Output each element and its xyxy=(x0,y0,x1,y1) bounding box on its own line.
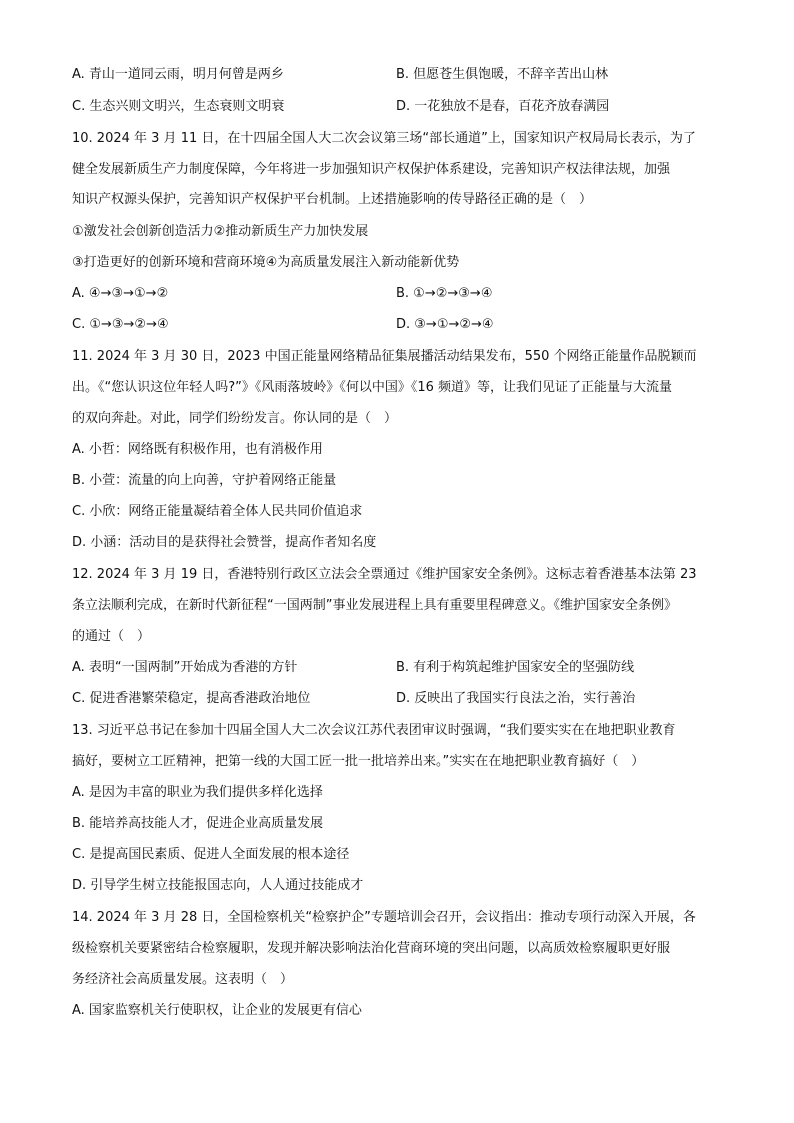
q12-stem-line-3: 的通过（ ） xyxy=(72,629,151,644)
q10-option-d: D. ③→①→②→④ xyxy=(396,317,494,332)
q10-stem-line-1: 10. 2024 年 3 月 11 日，在十四届全国人大二次会议第三场“部长通道”上，国家知识产权局局长表示，为了 xyxy=(72,131,696,146)
q11-option-b: B. 小萱：流量的向上向善，守护着网络正能量 xyxy=(72,473,337,488)
q10-option-a: A. ④→③→①→② xyxy=(72,286,169,301)
q12-option-c: C. 促进香港繁荣稳定，提高香港政治地位 xyxy=(72,691,311,706)
q14-option-a: A. 国家监察机关行使职权，让企业的发展更有信心 xyxy=(72,1003,362,1018)
q10-stem-line-2: 健全发展新质生产力制度保障，今年将进一步加强知识产权保护体系建设，完善知识产权法律法规，加强 xyxy=(72,162,671,177)
q12-stem-line-2: 条立法顺利完成，在新时代新征程“一国两制”事业发展进程上具有重要里程碑意义。《维护国家安全条例》 xyxy=(72,598,677,613)
q11-option-c: C. 小欣：网络正能量凝结着全体人民共同价值追求 xyxy=(72,504,363,519)
q13-option-b: B. 能培养高技能人才，促进企业高质量发展 xyxy=(72,816,324,831)
q11-option-d: D. 小涵：活动目的是获得社会赞誉，提高作者知名度 xyxy=(72,535,377,550)
q12-option-d: D. 反映出了我国实行良法之治，实行善治 xyxy=(396,691,636,706)
q14-stem-line-2: 级检察机关要紧密结合检察履职，发现并解决影响法治化营商环境的突出问题，以高质效检察履职更好服 xyxy=(72,941,671,956)
q10-item-line-2: ③打造更好的创新环境和营商环境④为高质量发展注入新动能新优势 xyxy=(72,255,460,270)
q13-stem-line-2: 搞好，要树立工匠精神，把第一线的大国工匠一批一批培养出来。”实实在在地把职业教育搞好（ ） xyxy=(72,754,645,769)
q9-option-c: C. 生态兴则文明兴，生态衰则文明衰 xyxy=(72,99,285,114)
q11-stem-line-3: 的双向奔赴。对此，同学们纷纷发言。你认同的是（ ） xyxy=(72,411,398,426)
q10-item-line-1: ①激发社会创新创造活力②推动新质生产力加快发展 xyxy=(72,224,369,239)
q11-stem-line-2: 出。《“您认识这位年轻人吗?”》《风雨落坡岭》《何以中国》《16 频道》等，让我们见证了正能量与大流量 xyxy=(72,380,673,395)
q12-option-a: A. 表明“一国两制”开始成为香港的方针 xyxy=(72,660,298,675)
q9-option-a: A. 青山一道同云雨，明月何曾是两乡 xyxy=(72,67,284,82)
q13-option-a: A. 是因为丰富的职业为我们提供多样化选择 xyxy=(72,785,323,800)
q10-option-b: B. ①→②→③→④ xyxy=(396,286,493,301)
q13-stem-line-1: 13. 习近平总书记在参加十四届全国人大二次会议江苏代表团审议时强调，“我们要实实在在地把职业教育 xyxy=(72,723,676,738)
q9-option-b: B. 但愿苍生俱饱暖，不辞辛苦出山林 xyxy=(396,67,609,82)
q12-option-b: B. 有利于构筑起维护国家安全的坚强防线 xyxy=(396,660,635,675)
q13-option-d: D. 引导学生树立技能报国志向，人人通过技能成才 xyxy=(72,878,364,893)
q14-stem-line-3: 务经济社会高质量发展。这表明（ ） xyxy=(72,972,294,987)
q12-stem-line-1: 12. 2024 年 3 月 19 日，香港特别行政区立法会全票通过《维护国家安全条例》。这标志着香港基本法第 23 xyxy=(72,567,697,582)
q9-option-d: D. 一花独放不是春，百花齐放春满园 xyxy=(396,99,610,114)
q13-option-c: C. 是提高国民素质、促进人全面发展的根本途径 xyxy=(72,847,350,862)
q10-stem-line-3: 知识产权源头保护，完善知识产权保护平台机制。上述措施影响的传导路径正确的是（ ） xyxy=(72,192,593,207)
q10-option-c: C. ①→③→②→④ xyxy=(72,317,169,332)
q14-stem-line-1: 14. 2024 年 3 月 28 日，全国检察机关“检察护企”专题培训会召开，会议指出：推动专项行动深入开展，各 xyxy=(72,910,696,925)
q11-stem-line-1: 11. 2024 年 3 月 30 日，2023 中国正能量网络精品征集展播活动结果发布，550 个网络正能量作品脱颖而 xyxy=(72,349,697,364)
q11-option-a: A. 小哲：网络既有积极作用，也有消极作用 xyxy=(72,442,323,457)
